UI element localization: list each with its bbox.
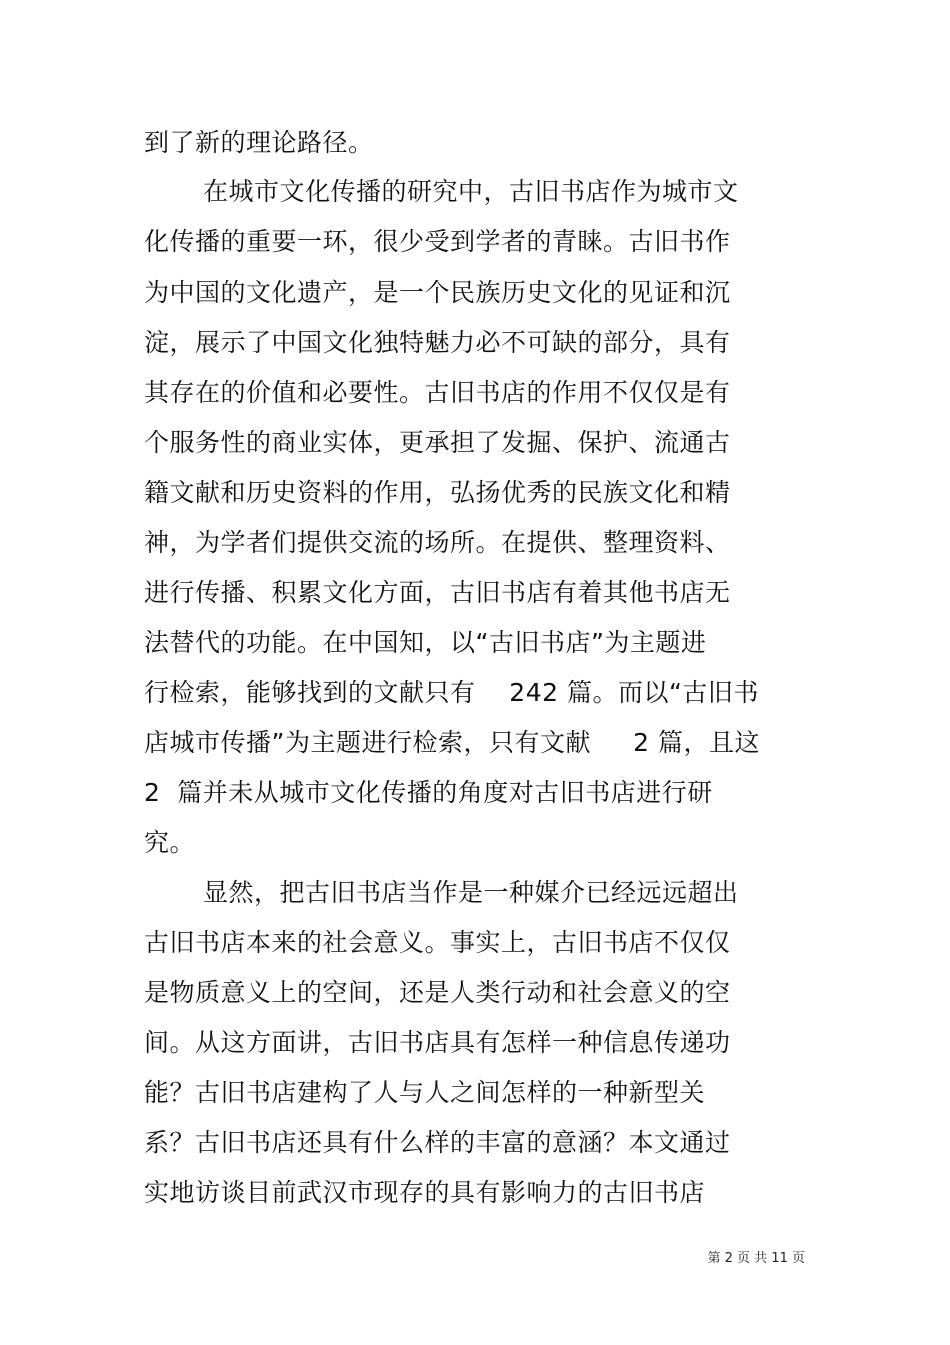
page-number-footer: 第 2 页 共 11 页 [707,1251,805,1266]
text-line: 店城市传播”为主题进行检索，只有文献 2 篇，且这 [144,728,761,757]
text-line: 究。 [144,828,196,857]
text-line: 是物质意义上的空间，还是人类行动和社会意义的空 [144,978,731,1007]
text-line: 神，为学者们提供交流的场所。在提供、整理资料、 [144,528,731,557]
text-line: 化传播的重要一环，很少受到学者的青睐。古旧书作 [144,227,731,256]
text-line: 其存在的价值和必要性。古旧书店的作用不仅仅是有 [144,378,731,407]
text-line: 古旧书店本来的社会意义。事实上，古旧书店不仅仅 [144,928,731,957]
text-line: 显然，把古旧书店当作是一种媒介已经远远超出 [203,878,739,907]
text-line: 行检索，能够找到的文献只有 242 篇。而以“古旧书 [144,678,759,707]
text-line: 能？古旧书店建构了人与人之间怎样的一种新型关 [144,1078,706,1107]
text-line: 法替代的功能。在中国知，以“古旧书店”为主题进 [144,628,707,657]
text-line: 在城市文化传播的研究中，古旧书店作为城市文 [203,177,739,206]
text-line: 淀，展示了中国文化独特魅力必不可缺的部分，具有 [144,328,731,357]
text-line: 籍文献和历史资料的作用，弘扬优秀的民族文化和精 [144,478,731,507]
text-line: 实地访谈目前武汉市现存的具有影响力的古旧书店 [144,1178,706,1207]
text-line: 2 篇并未从城市文化传播的角度对古旧书店进行研 [144,778,713,807]
text-line: 为中国的文化遗产，是一个民族历史文化的见证和沉 [144,278,731,307]
text-line: 间。从这方面讲，古旧书店具有怎样一种信息传递功 [144,1028,731,1057]
text-line: 系？古旧书店还具有什么样的丰富的意涵？本文通过 [144,1128,731,1157]
text-line: 到了新的理论路径。 [144,128,374,157]
text-line: 进行传播、积累文化方面，古旧书店有着其他书店无 [144,578,731,607]
text-line: 个服务性的商业实体，更承担了发掘、保护、流通古 [144,428,731,457]
